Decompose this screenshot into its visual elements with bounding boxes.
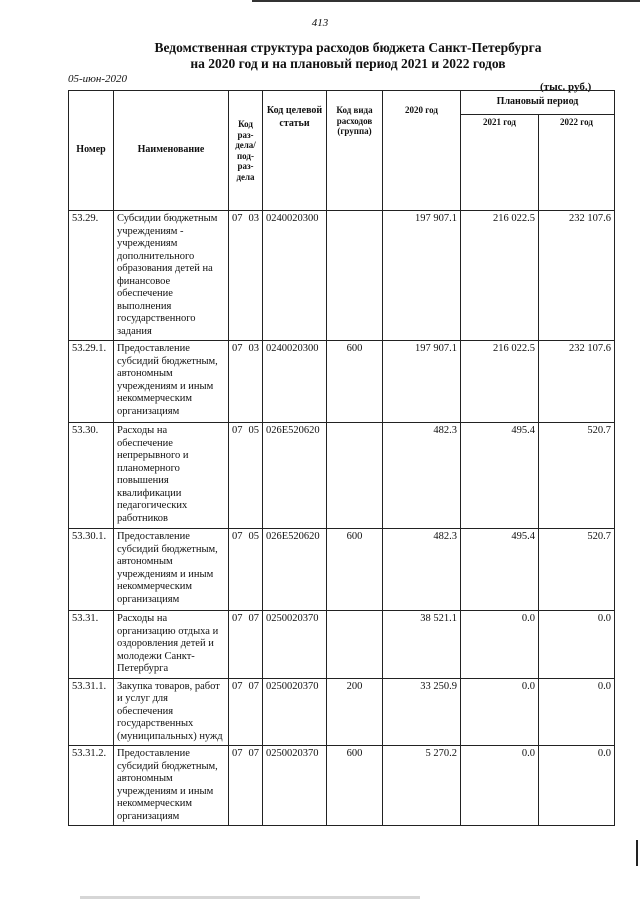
row-name: Предоставление субсидий бюджетным, автономным учреждениям и иным некоммерческим организациям <box>114 746 229 826</box>
row-target: 0240020300 <box>263 211 327 341</box>
row-2020: 197 907.1 <box>383 341 461 423</box>
row-number: 53.31. <box>69 611 114 679</box>
row-2022: 520.7 <box>539 529 615 611</box>
row-subsection: 07 <box>245 746 263 826</box>
row-2020: 482.3 <box>383 529 461 611</box>
page-number: 413 <box>311 17 329 29</box>
row-section: 07 <box>229 611 245 679</box>
row-2022: 0.0 <box>539 678 615 746</box>
row-expense-type: 600 <box>327 746 383 826</box>
row-2020: 197 907.1 <box>383 211 461 341</box>
row-section: 07 <box>229 341 245 423</box>
header-name: Наименование <box>114 91 229 211</box>
document-title <box>100 40 596 72</box>
row-2022: 232 107.6 <box>539 341 615 423</box>
row-number: 53.30.1. <box>69 529 114 611</box>
row-2022: 0.0 <box>539 611 615 679</box>
row-expense-type <box>327 211 383 341</box>
header-section: Код раз- дела/ под- раз- дела <box>229 91 263 211</box>
row-section: 07 <box>229 746 245 826</box>
row-expense-type <box>327 611 383 679</box>
scan-bottom-smudge <box>80 896 420 899</box>
row-target: 0240020300 <box>263 341 327 423</box>
row-section: 07 <box>229 678 245 746</box>
table-row <box>69 211 615 341</box>
row-number: 53.31.1. <box>69 678 114 746</box>
row-subsection: 05 <box>245 423 263 529</box>
header-target: Код целевой статьи <box>263 91 327 211</box>
row-subsection: 07 <box>245 611 263 679</box>
row-subsection: 03 <box>245 211 263 341</box>
row-target: 0250020370 <box>263 611 327 679</box>
row-2021: 216 022.5 <box>461 341 539 423</box>
row-expense-type <box>327 423 383 529</box>
row-expense-type: 600 <box>327 341 383 423</box>
row-expense-type: 600 <box>327 529 383 611</box>
row-number: 53.29.1. <box>69 341 114 423</box>
table-row <box>69 529 615 611</box>
header-expense-type: Код вида расходов (группа) <box>327 91 383 211</box>
title-line-1: Ведомственная структура расходов бюджета Санкт-Петербурга <box>154 40 542 55</box>
row-subsection: 05 <box>245 529 263 611</box>
budget-table <box>68 90 615 826</box>
table-row <box>69 678 615 746</box>
row-number: 53.30. <box>69 423 114 529</box>
row-2020: 38 521.1 <box>383 611 461 679</box>
header-2022: 2022 год <box>539 115 615 211</box>
title-line-2: на 2020 год и на плановый период 2021 и 2022 годов <box>190 56 506 71</box>
row-name: Предоставление субсидий бюджетным, автономным учреждениям и иным некоммерческим организациям <box>114 341 229 423</box>
row-target: 0250020370 <box>263 746 327 826</box>
row-2020: 482.3 <box>383 423 461 529</box>
units-label: (тыс. руб.) <box>540 81 592 93</box>
scan-edge-mark <box>636 840 638 866</box>
row-section: 07 <box>229 211 245 341</box>
header-planned-period: Плановый период <box>461 91 615 115</box>
header-number: Номер <box>69 91 114 211</box>
table-row <box>69 746 615 826</box>
row-number: 53.29. <box>69 211 114 341</box>
row-name: Субсидии бюджетным учреждениям - учреждениям дополнительного образования детей на финансовое обеспечение выполнения государственного задания <box>114 211 229 341</box>
row-section: 07 <box>229 423 245 529</box>
row-2022: 232 107.6 <box>539 211 615 341</box>
row-2022: 0.0 <box>539 746 615 826</box>
row-2021: 0.0 <box>461 611 539 679</box>
row-2021: 0.0 <box>461 746 539 826</box>
top-rule <box>252 0 640 2</box>
row-section: 07 <box>229 529 245 611</box>
row-2021: 495.4 <box>461 529 539 611</box>
table-row <box>69 611 615 679</box>
row-2020: 5 270.2 <box>383 746 461 826</box>
row-subsection: 07 <box>245 678 263 746</box>
row-2021: 0.0 <box>461 678 539 746</box>
header-2021: 2021 год <box>461 115 539 211</box>
row-2021: 495.4 <box>461 423 539 529</box>
row-name: Расходы на обеспечение непрерывного и планомерного повышения квалификации педагогических работников <box>114 423 229 529</box>
row-expense-type: 200 <box>327 678 383 746</box>
row-name: Предоставление субсидий бюджетным, автономным учреждениям и иным некоммерческим организациям <box>114 529 229 611</box>
row-target: 026E520620 <box>263 423 327 529</box>
row-name: Расходы на организацию отдыха и оздоровления детей и молодежи Санкт-Петербурга <box>114 611 229 679</box>
table-row <box>69 341 615 423</box>
header-2020: 2020 год <box>383 91 461 211</box>
table-row <box>69 423 615 529</box>
row-number: 53.31.2. <box>69 746 114 826</box>
row-target: 0250020370 <box>263 678 327 746</box>
row-name: Закупка товаров, работ и услуг для обеспечения государственных (муниципальных) нужд <box>114 678 229 746</box>
row-2021: 216 022.5 <box>461 211 539 341</box>
row-target: 026E520620 <box>263 529 327 611</box>
row-2020: 33 250.9 <box>383 678 461 746</box>
document-date: 05-июн-2020 <box>68 73 128 85</box>
row-subsection: 03 <box>245 341 263 423</box>
row-2022: 520.7 <box>539 423 615 529</box>
